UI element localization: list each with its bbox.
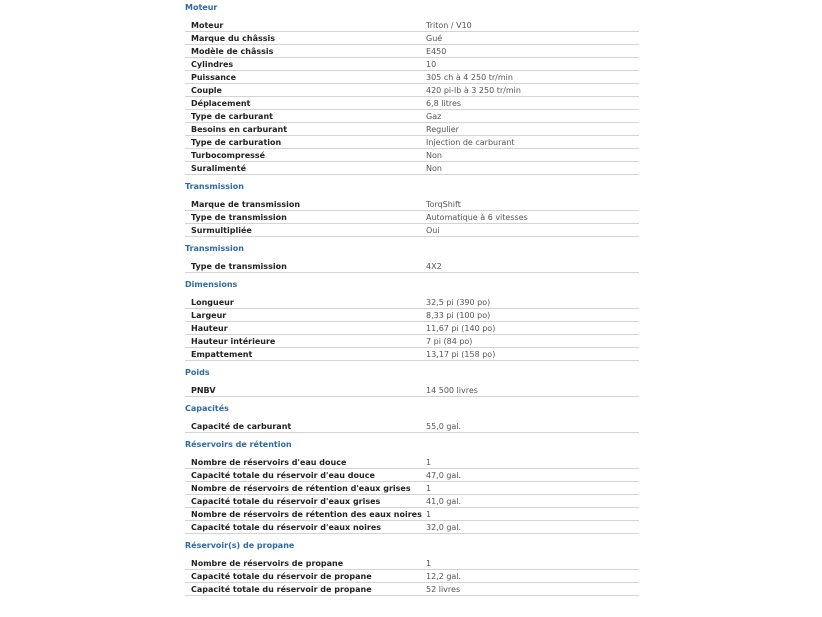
row-label: Capacité de carburant [185,420,426,433]
table-row [185,495,639,508]
table-row [185,260,639,273]
section-title: Transmission [185,244,244,253]
row-label: Type de transmission [185,211,426,224]
section-title: Poids [185,368,210,377]
row-value: 52 livres [426,583,639,596]
row-label: Nombre de réservoirs d'eau douce [185,456,426,469]
row-label: Puissance [185,71,426,84]
row-value: 13,17 pi (158 po) [426,348,639,361]
row-value: Injection de carburant [426,136,639,149]
table-row [185,469,639,482]
row-label: Marque du châssis [185,32,426,45]
row-label: Capacité totale du réservoir de propane [185,570,426,583]
table-row [185,570,639,583]
table-row [185,296,639,309]
row-value: Regulier [426,123,639,136]
row-value: Automatique à 6 vitesses [426,211,639,224]
row-value: Triton / V10 [426,19,639,32]
spec-table [185,198,639,237]
section-capacites [185,402,639,433]
section-title: Réservoir(s) de propane [185,541,295,550]
section-title: Moteur [185,3,218,12]
table-row [185,110,639,123]
row-label: Largeur [185,309,426,322]
row-value: 41,0 gal. [426,495,639,508]
row-value: Oui [426,224,639,237]
row-label: Besoins en carburant [185,123,426,136]
section-moteur [185,1,639,175]
section-transmission-drive [185,242,639,273]
table-row [185,335,639,348]
section-propane [185,539,639,596]
table-row [185,136,639,149]
row-value: Non [426,162,639,175]
row-label: PNBV [185,384,426,397]
row-label: Suralimenté [185,162,426,175]
table-row [185,583,639,596]
table-row [185,123,639,136]
row-value: 1 [426,508,639,521]
table-row [185,456,639,469]
spec-table [185,420,639,433]
row-value: 14 500 livres [426,384,639,397]
row-value: 12,2 gal. [426,570,639,583]
table-row [185,19,639,32]
table-row [185,84,639,97]
section-reservoirs-retention [185,438,639,534]
row-label: Capacité totale du réservoir d'eaux noires [185,521,426,534]
row-value: Non [426,149,639,162]
row-label: Modèle de châssis [185,45,426,58]
section-dimensions [185,278,639,361]
row-label: Capacité totale du réservoir d'eau douce [185,469,426,482]
table-row [185,71,639,84]
row-value: 4X2 [426,260,639,273]
row-value: 11,67 pi (140 po) [426,322,639,335]
spec-table [185,557,639,596]
table-row [185,162,639,175]
row-label: Turbocompressé [185,149,426,162]
row-label: Surmultipliée [185,224,426,237]
table-row [185,211,639,224]
row-value: 32,5 pi (390 po) [426,296,639,309]
row-label: Type de transmission [185,260,426,273]
table-row [185,322,639,335]
row-label: Capacité totale du réservoir de propane [185,583,426,596]
row-value: Gaz [426,110,639,123]
table-row [185,521,639,534]
table-row [185,224,639,237]
row-value: 305 ch à 4 250 tr/min [426,71,639,84]
spec-table [185,456,639,534]
table-row [185,309,639,322]
row-label: Hauteur intérieure [185,335,426,348]
section-title: Réservoirs de rétention [185,440,292,449]
row-label: Cylindres [185,58,426,71]
row-value: Gué [426,32,639,45]
section-title: Dimensions [185,280,238,289]
table-row [185,198,639,211]
row-label: Longueur [185,296,426,309]
table-row [185,557,639,570]
row-label: Marque de transmission [185,198,426,211]
table-row [185,384,639,397]
table-row [185,32,639,45]
spec-sheet [185,0,639,596]
row-value: 420 pi-lb à 3 250 tr/min [426,84,639,97]
row-label: Moteur [185,19,426,32]
row-label: Nombre de réservoirs de rétention d'eaux grises [185,482,426,495]
row-value: 32,0 gal. [426,521,639,534]
row-value: 6,8 litres [426,97,639,110]
row-value: 7 pi (84 po) [426,335,639,348]
spec-table [185,260,639,273]
section-transmission [185,180,639,237]
row-label: Type de carburation [185,136,426,149]
section-poids [185,366,639,397]
row-value: 10 [426,58,639,71]
row-label: Nombre de réservoirs de rétention des eaux noires [185,508,426,521]
table-row [185,420,639,433]
row-value: 1 [426,482,639,495]
table-row [185,482,639,495]
row-value: 1 [426,557,639,570]
table-row [185,45,639,58]
row-value: 1 [426,456,639,469]
row-value: TorqShift [426,198,639,211]
row-value: 55,0 gal. [426,420,639,433]
table-row [185,149,639,162]
spec-table [185,19,639,175]
section-title: Capacités [185,404,229,413]
row-label: Déplacement [185,97,426,110]
row-value: E450 [426,45,639,58]
table-row [185,97,639,110]
spec-table [185,296,639,361]
row-label: Hauteur [185,322,426,335]
row-label: Empattement [185,348,426,361]
row-label: Nombre de réservoirs de propane [185,557,426,570]
table-row [185,348,639,361]
section-title: Transmission [185,182,244,191]
table-row [185,58,639,71]
row-value: 8,33 pi (100 po) [426,309,639,322]
spec-table [185,384,639,397]
row-value: 47,0 gal. [426,469,639,482]
table-row [185,508,639,521]
row-label: Couple [185,84,426,97]
row-label: Capacité totale du réservoir d'eaux grises [185,495,426,508]
row-label: Type de carburant [185,110,426,123]
